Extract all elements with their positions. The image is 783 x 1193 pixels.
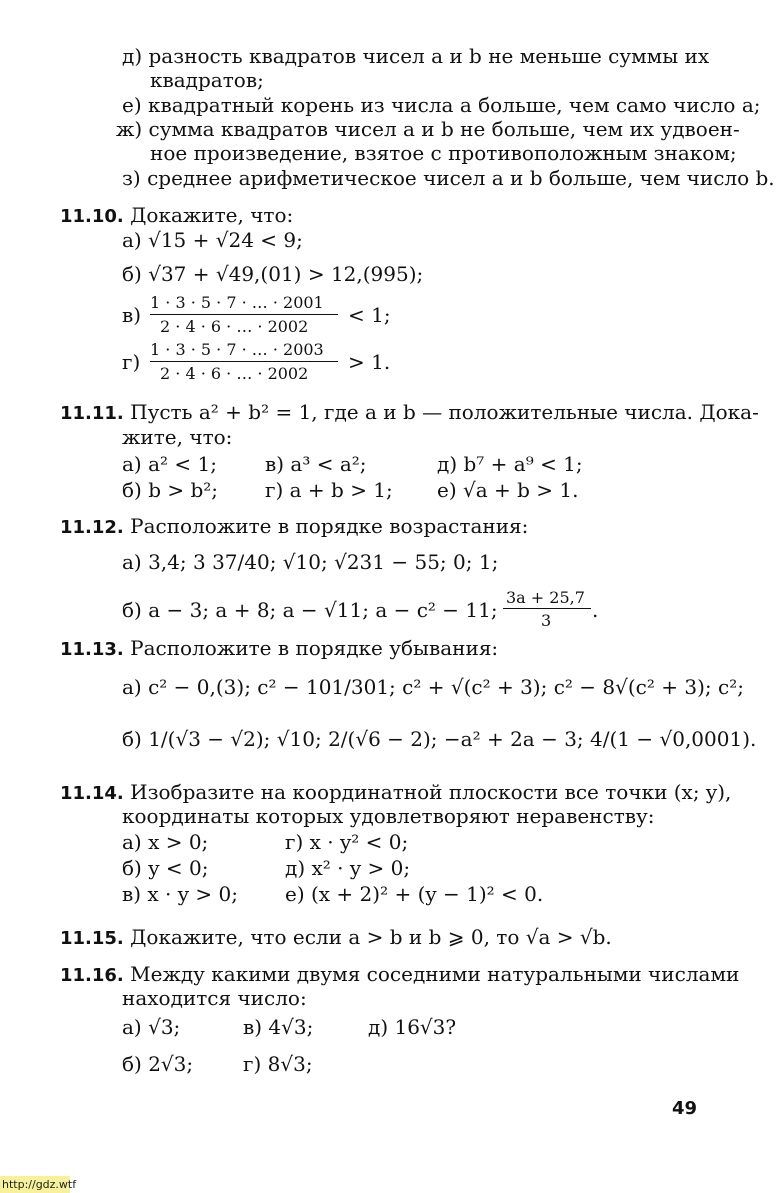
problem-text: Расположите в порядке возрастания: xyxy=(130,514,529,538)
problem-11-13-heading xyxy=(60,636,498,662)
p11-10-a: а) √15 + √24 < 9; xyxy=(122,228,303,252)
p11-10-g-numerator: 1 · 3 · 5 · 7 · … · 2003 xyxy=(150,340,324,359)
p11-11-g: г) a + b > 1; xyxy=(265,478,393,502)
p11-10-g-label: г) xyxy=(122,350,141,374)
p11-12-a: а) 3,4; 3 37/40; √10; √231 − 55; 0; 1; xyxy=(122,550,499,574)
p11-11-d: д) b⁷ + a⁹ < 1; xyxy=(437,452,583,476)
problem-text: Пусть a² + b² = 1, где a и b — положительные числа. Дока- xyxy=(130,400,759,424)
p11-14-a: а) x > 0; xyxy=(122,830,209,854)
problem-number: 11.12. xyxy=(60,517,124,538)
p11-11-text-line2: жите, что: xyxy=(122,425,233,449)
problem-number: 11.15. xyxy=(60,928,124,949)
problem-number: 11.10. xyxy=(60,206,124,227)
problem-11-16-heading xyxy=(60,962,739,988)
problem-number: 11.16. xyxy=(60,965,124,986)
item-d-line1: д) разность квадратов чисел a и b не меньше суммы их xyxy=(122,44,710,68)
p11-10-v-numerator: 1 · 3 · 5 · 7 · … · 2001 xyxy=(150,293,324,312)
p11-16-v: в) 4√3; xyxy=(243,1015,314,1039)
p11-14-d: д) x² · y > 0; xyxy=(285,856,411,880)
item-d-line2: квадратов; xyxy=(150,68,264,92)
problem-11-14-heading xyxy=(60,780,731,806)
p11-11-v: в) a³ < a²; xyxy=(265,452,367,476)
page-number: 49 xyxy=(672,1098,698,1119)
item-zh-line1: ж) сумма квадратов чисел a и b не больше, чем их удвоен- xyxy=(116,117,740,141)
watermark-link[interactable]: http://gdz.wtf xyxy=(2,1178,77,1191)
p11-10-b: б) √37 + √49,(01) > 12,(995); xyxy=(122,262,424,286)
p11-12-b-numerator: 3a + 25,7 xyxy=(506,588,585,607)
problem-number: 11.11. xyxy=(60,403,124,424)
p11-14-b: б) y < 0; xyxy=(122,856,209,880)
item-z: з) среднее арифметическое чисел a и b больше, чем число b. xyxy=(122,166,775,190)
problem-number: 11.14. xyxy=(60,783,124,804)
p11-11-a: а) a² < 1; xyxy=(122,452,217,476)
problem-text: Докажите, что если a > b и b ⩾ 0, то √a > √b. xyxy=(130,925,612,949)
problem-text: Изобразите на координатной плоскости все точки (x; y), xyxy=(130,780,732,804)
p11-12-b-prefix: б) a − 3; a + 8; a − √11; a − c² − 11; xyxy=(122,598,498,622)
p11-14-text-line2: координаты которых удовлетворяют неравенству: xyxy=(122,804,655,828)
p11-13-b: б) 1/(√3 − √2); √10; 2/(√6 − 2); −a² + 2a − 3; 4/(1 − √0,0001). xyxy=(122,727,757,751)
p11-10-g-denominator: 2 · 4 · 6 · … · 2002 xyxy=(160,364,309,383)
item-e: е) квадратный корень из числа a больше, чем само число a; xyxy=(122,93,761,117)
problem-11-12-heading xyxy=(60,514,528,540)
p11-12-b-end: . xyxy=(592,598,599,622)
p11-14-e: е) (x + 2)² + (y − 1)² < 0. xyxy=(285,882,544,906)
problem-number: 11.13. xyxy=(60,639,124,660)
p11-10-v-relation: < 1; xyxy=(348,303,391,327)
problem-11-11-heading xyxy=(60,400,759,426)
p11-16-b: б) 2√3; xyxy=(122,1052,194,1076)
p11-12-b-denominator: 3 xyxy=(541,611,552,630)
p11-11-e: е) √a + b > 1. xyxy=(437,478,579,502)
p11-14-g: г) x · y² < 0; xyxy=(285,830,409,854)
p11-10-v-denominator: 2 · 4 · 6 · … · 2002 xyxy=(160,317,309,336)
problem-text: Между какими двумя соседними натуральными числами xyxy=(130,962,740,986)
problem-11-15-heading xyxy=(60,925,612,951)
p11-10-g-relation: > 1. xyxy=(348,350,391,374)
item-zh-line2: ное произведение, взятое с противоположным знаком; xyxy=(150,141,737,165)
p11-16-d: д) 16√3? xyxy=(368,1015,457,1039)
p11-16-g: г) 8√3; xyxy=(243,1052,313,1076)
problem-text: Докажите, что: xyxy=(130,203,294,227)
p11-11-b: б) b > b²; xyxy=(122,478,219,502)
p11-16-a: а) √3; xyxy=(122,1015,181,1039)
p11-14-v: в) x · y > 0; xyxy=(122,882,239,906)
problem-text: Расположите в порядке убывания: xyxy=(130,636,499,660)
problem-11-10-heading xyxy=(60,203,293,229)
p11-10-v-label: в) xyxy=(122,303,142,327)
p11-16-text-line2: находится число: xyxy=(122,986,307,1010)
p11-13-a: а) c² − 0,(3); c² − 101/301; c² + √(c² + 3); c² − 8√(c² + 3); c²; xyxy=(122,675,744,699)
